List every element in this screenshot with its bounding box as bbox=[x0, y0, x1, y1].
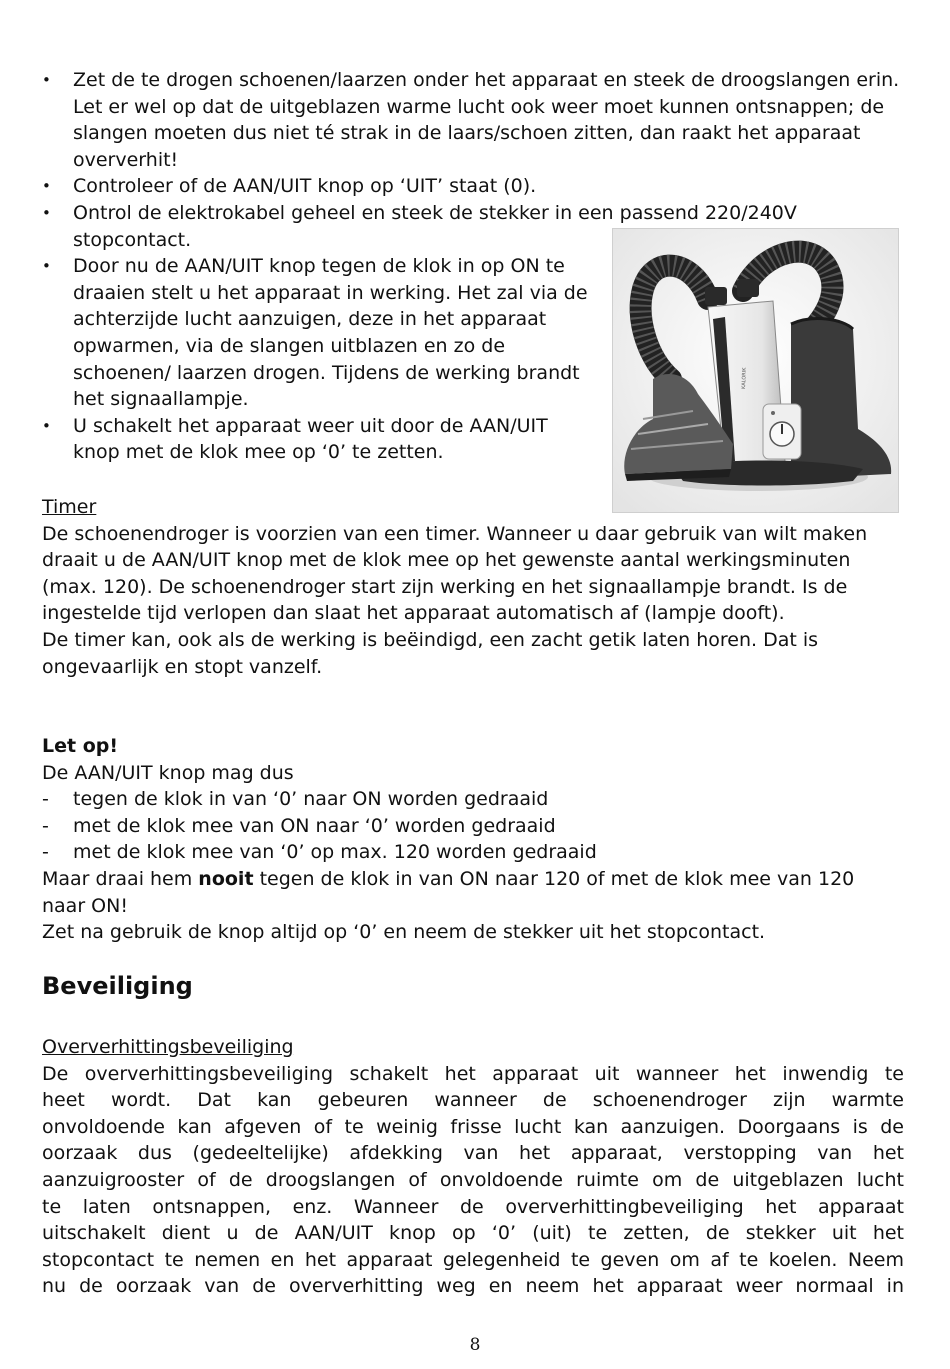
timer-paragraph: De schoenendroger is voorzien van een timer. Wanneer u daar gebruik van wilt maken draait u de AAN/UIT knop met de klok mee op het gewenste aantal werkingsminuten (max. 120). De schoenendroger start zijn werking en het signaallampje brandt. Is de ingestelde tijd verlopen dan slaat het apparaat automatisch af (lampje dooft). bbox=[42, 522, 868, 625]
warning-intro: De AAN/UIT knop mag dus bbox=[42, 761, 294, 784]
dash-list bbox=[42, 786, 912, 866]
dash-marker: - bbox=[42, 788, 49, 811]
warning-final: Zet na gebruik de knop altijd op ‘0’ en neem de stekker uit het stopcontact. bbox=[42, 921, 766, 944]
paragraph-line: nu de oorzaak van de oververhitting weg en neem het apparaat weer normaal in bbox=[42, 1275, 904, 1298]
paragraph-line: De oververhittingsbeveiliging schakelt het apparaat uit wanneer het inwendig te bbox=[42, 1062, 904, 1085]
warning-text: Maar draai hem bbox=[42, 867, 199, 890]
section-heading: Beveiliging bbox=[42, 972, 193, 1000]
list-item: • Ontrol de elektrokabel geheel en steek de stekker in een passend 220/240V stopcontact. bbox=[42, 200, 863, 253]
paragraph-line: te laten ontsnappen, enz. Wanneer de oververhittingbeveiliging het apparaat bbox=[42, 1195, 904, 1218]
product-photo bbox=[612, 228, 899, 513]
overheating-heading: Oververhittingsbeveiliging bbox=[42, 1036, 294, 1058]
paragraph-line: onvoldoende kan afgeven of te weinig frisse lucht kan aanzuigen. Doorgaans is de bbox=[42, 1115, 904, 1138]
shoe-dryer-image bbox=[613, 229, 898, 512]
paragraph-line: oorzaak dus (gedeeltelijke) afdekking van het apparaat, verstopping van het bbox=[42, 1142, 904, 1165]
overheating-section bbox=[42, 1034, 904, 1300]
list-item-text: met de klok mee van ‘0’ op max. 120 worden gedraaid bbox=[73, 841, 597, 864]
list-item: • Controleer of de AAN/UIT knop op ‘UIT’ staat (0). bbox=[42, 173, 902, 200]
warning-text: tegen de klok in van ON naar 120 of met de klok mee van 120 naar ON! bbox=[42, 867, 855, 917]
list-item-text: met de klok mee van ON naar ‘0’ worden gedraaid bbox=[73, 814, 556, 837]
list-item-text: tegen de klok in van ‘0’ naar ON worden gedraaid bbox=[73, 788, 549, 811]
timer-paragraph-2: De timer kan, ook als de werking is beëindigd, een zacht getik laten horen. Dat is ongevaarlijk en stopt vanzelf. bbox=[42, 628, 819, 678]
page-number: 8 bbox=[469, 1335, 481, 1355]
paragraph-line: heet wordt. Dat kan gebeuren wanneer de schoenendroger zijn warmte bbox=[42, 1089, 904, 1112]
brand-mark: KALORIK bbox=[741, 367, 748, 390]
list-item: • Zet de te drogen schoenen/laarzen onder het apparaat en steek de droogslangen erin. Let er wel op dat de uitgeblazen warme lucht ook weer moet kunnen ontsnappen; de slangen moeten dus niet té strak in de laars/schoen zitten, dan raakt het apparaat oververhit! bbox=[42, 67, 902, 173]
list-item: • U schakelt het apparaat weer uit door de AAN/UIT knop met de klok mee op ‘0’ te zetten. bbox=[42, 413, 593, 466]
list-item bbox=[42, 786, 912, 813]
timer-section bbox=[42, 494, 912, 680]
list-item: • Door nu de AAN/UIT knop tegen de klok in op ON te draaien stelt u het apparaat in werking. Het zal via de achterzijde lucht aanzuigen, deze in het apparaat opwarmen, via de slangen uitblazen en zo de schoenen/ laarzen drogen. Tijdens de werking brandt het signaallampje. bbox=[42, 253, 589, 413]
paragraph-line: uitschakelt dient u de AAN/UIT knop op ‘0’ (uit) te zetten, de stekker uit het bbox=[42, 1222, 904, 1245]
dash-marker: - bbox=[42, 841, 49, 864]
paragraph-line: aanzuigrooster of de droogslangen of onvoldoende ruimte om de uitgeblazen lucht bbox=[42, 1168, 904, 1191]
list-item bbox=[42, 839, 912, 866]
paragraph-line: stopcontact te nemen en het apparaat gelegenheid te geven om af te koelen. Neem bbox=[42, 1248, 904, 1271]
timer-heading: Timer bbox=[42, 496, 97, 518]
warning-section bbox=[42, 733, 912, 946]
warning-heading: Let op! bbox=[42, 735, 119, 757]
dash-marker: - bbox=[42, 814, 49, 837]
list-item bbox=[42, 813, 912, 840]
warning-never bbox=[42, 866, 882, 919]
warning-emphasis: nooit bbox=[198, 867, 254, 890]
